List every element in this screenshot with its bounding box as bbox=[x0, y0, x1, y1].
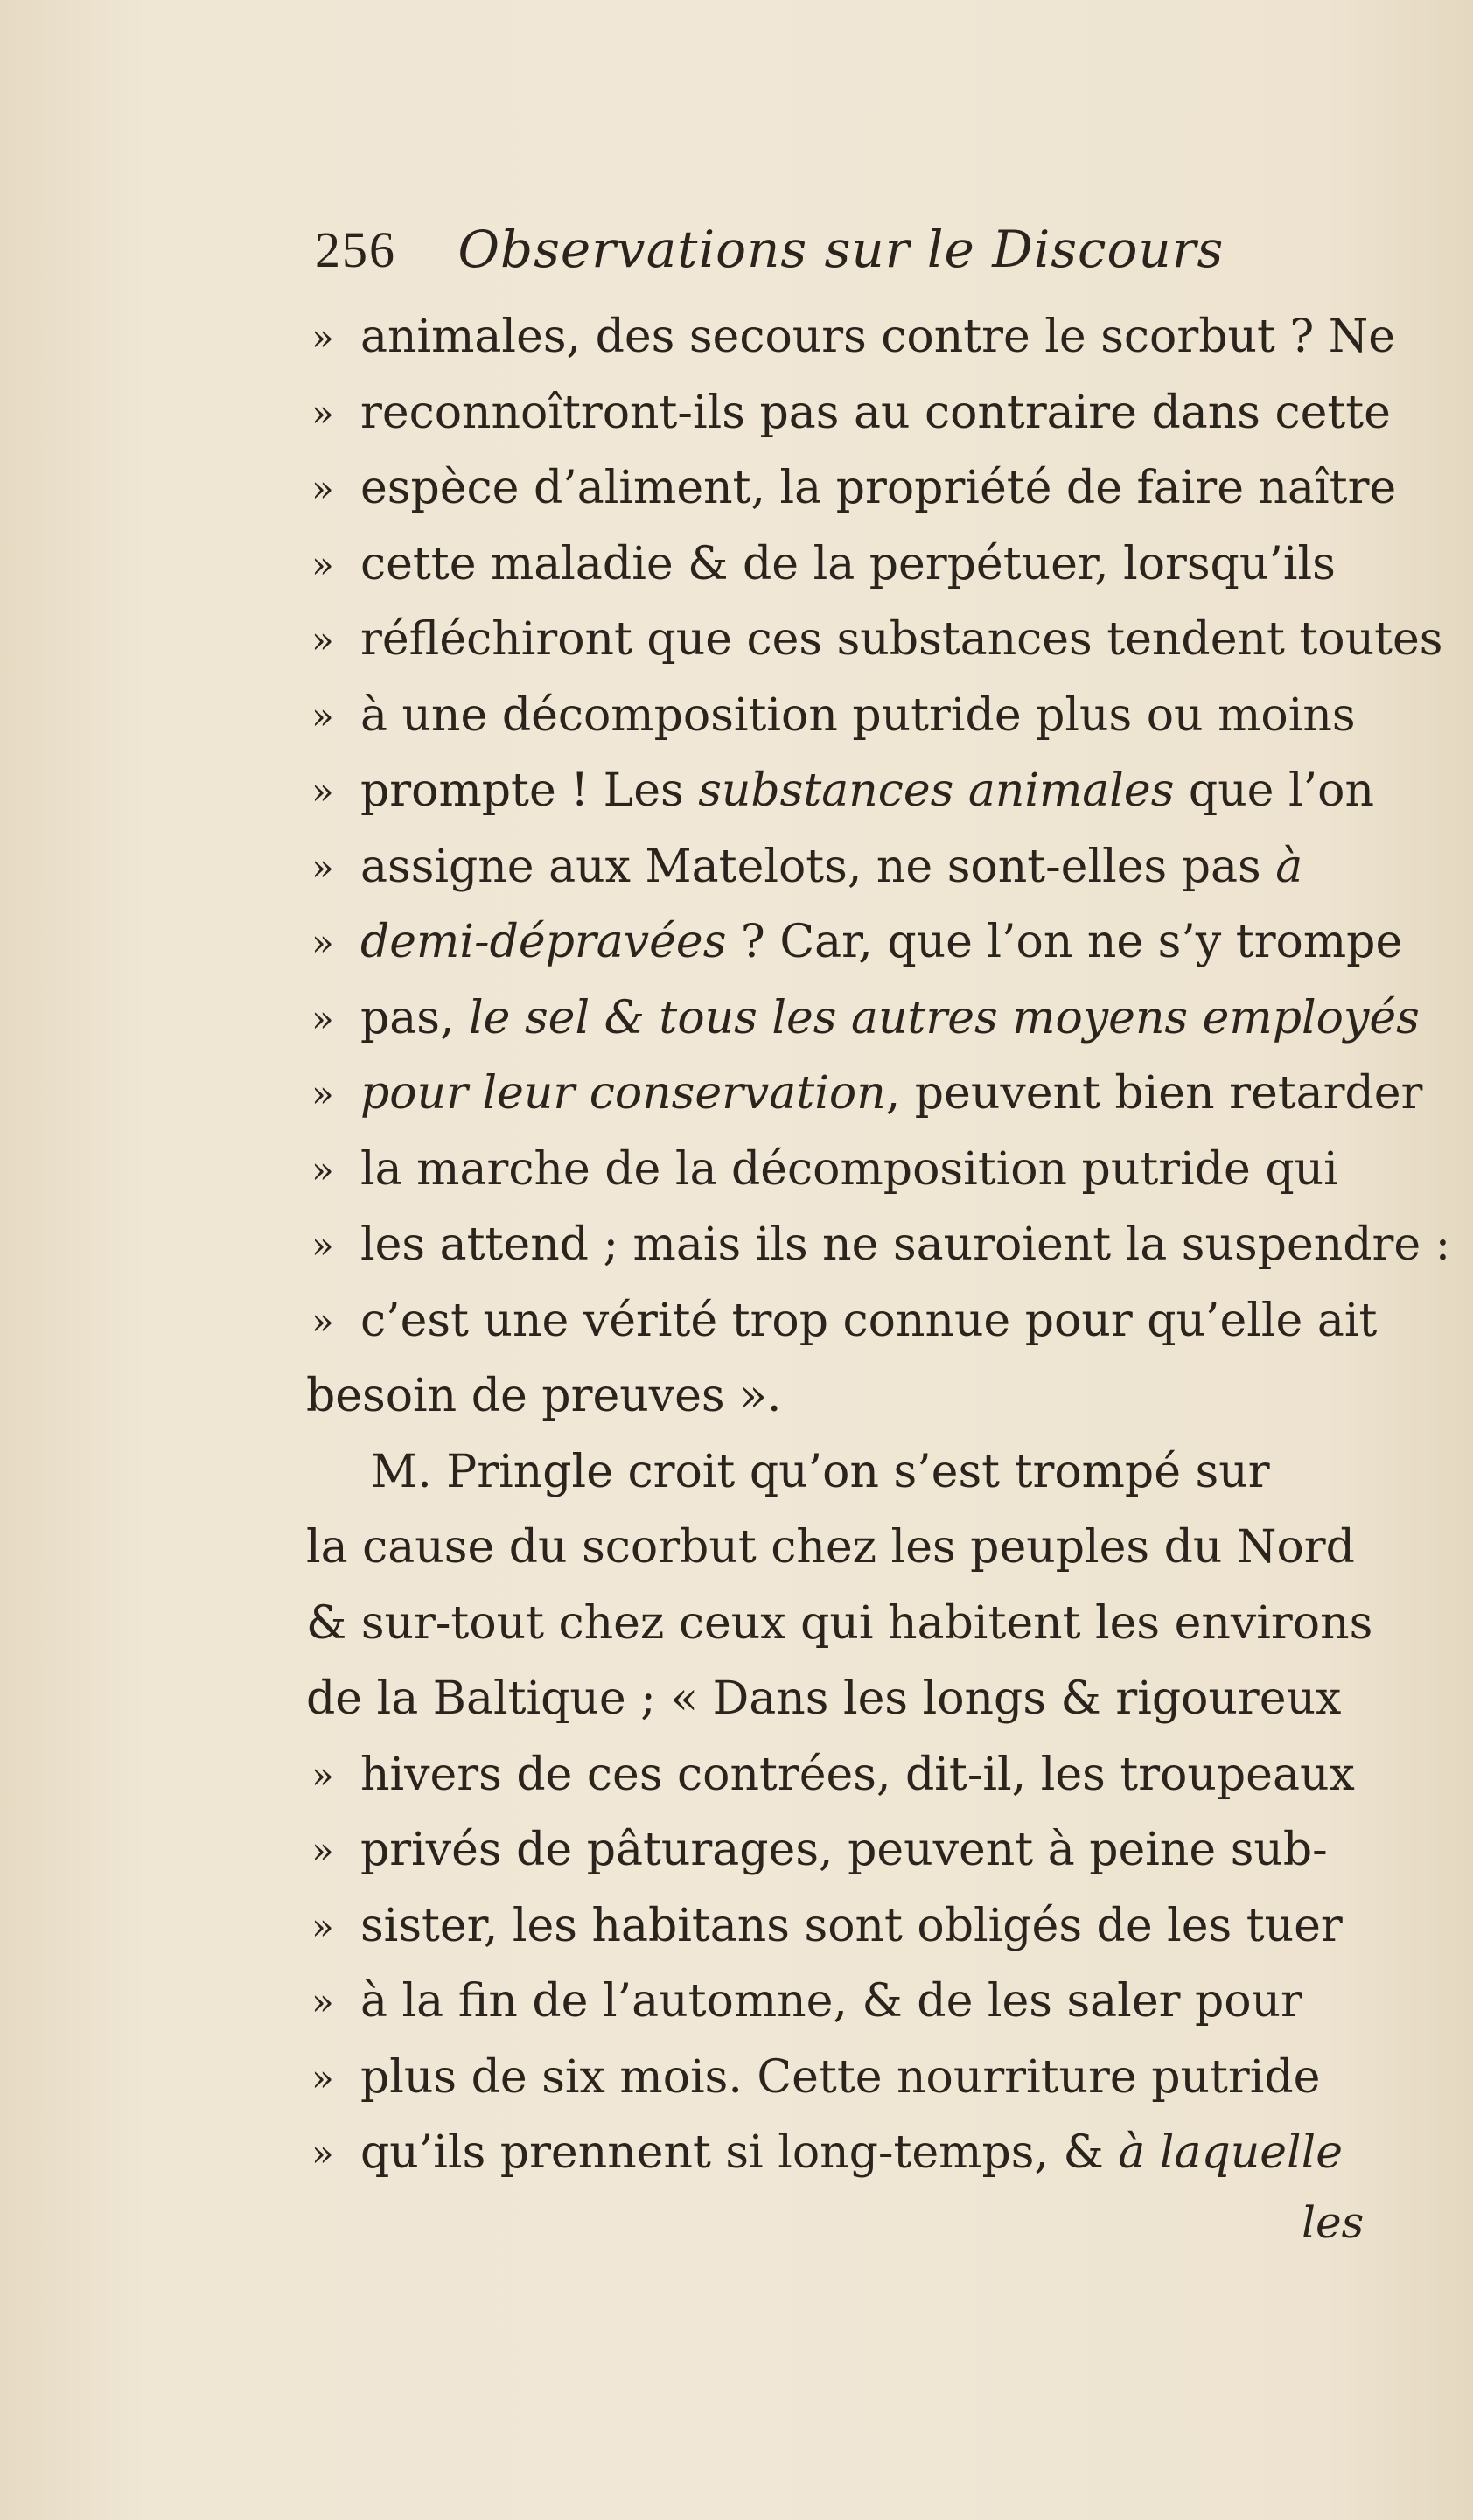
body-text: reconnoîtront-ils pas au contraire dans cette bbox=[360, 386, 1391, 439]
quotation-mark: » bbox=[311, 542, 334, 586]
text-line bbox=[306, 981, 1420, 1057]
italic-text: pour leur conservation bbox=[360, 1067, 886, 1120]
body-text: de la Baltique ; « Dans les longs & rigoureux bbox=[306, 1672, 1342, 1725]
quotation-mark: » bbox=[311, 694, 334, 737]
body-text: la cause du scorbut chez les peuples du Nord bbox=[306, 1521, 1355, 1574]
body-text: privés de pâturages, peuvent à peine sub- bbox=[360, 1824, 1328, 1876]
body-text: M. Pringle croit qu’on s’est trompé sur bbox=[371, 1445, 1270, 1498]
italic-text: demi-dépravées bbox=[360, 916, 727, 968]
text-line bbox=[306, 678, 1365, 754]
quotation-mark: » bbox=[311, 1148, 334, 1191]
quotation-mark: » bbox=[311, 921, 334, 964]
text-line bbox=[306, 2115, 1365, 2191]
text-line bbox=[306, 1586, 1373, 1662]
body-text: hivers de ces contrées, dit-il, les troupeaux bbox=[360, 1748, 1355, 1801]
body-text: plus de six mois. Cette nourriture putride bbox=[360, 2050, 1321, 2104]
running-header bbox=[315, 210, 1365, 289]
text-line bbox=[306, 375, 1391, 451]
body-text: animales, des secours contre le scorbut ? Ne bbox=[360, 311, 1396, 363]
body-text: besoin de preuves ». bbox=[306, 1370, 782, 1422]
text-line bbox=[306, 1888, 1365, 1965]
text-line bbox=[306, 1435, 1365, 1511]
text-line bbox=[306, 753, 1374, 829]
italic-text: substances animales bbox=[698, 764, 1175, 817]
body-text: réfléchiront que ces substances tendent toutes bbox=[360, 613, 1443, 666]
page-number: 256 bbox=[315, 221, 396, 278]
body-text: sister, les habitans sont obligés de les tuer bbox=[360, 1899, 1343, 1952]
text-line bbox=[306, 602, 1443, 678]
quotation-mark: » bbox=[311, 1829, 334, 1872]
body-text: à la fin de l’automne, & de les saler pour bbox=[360, 1975, 1302, 2028]
text-line bbox=[306, 1132, 1365, 1208]
text-line bbox=[306, 450, 1397, 527]
body-text: , peuvent bien retarder bbox=[885, 1067, 1423, 1120]
quotation-mark: » bbox=[311, 845, 334, 889]
quotation-mark: » bbox=[311, 1299, 334, 1343]
italic-text: le sel & tous les autres moyens employés bbox=[469, 991, 1420, 1044]
body-text: ? Car, que l’on ne s’y trompe bbox=[726, 916, 1403, 968]
text-line bbox=[306, 904, 1403, 981]
body-text: pas, bbox=[360, 991, 470, 1044]
text-line bbox=[306, 2040, 1365, 2116]
quotation-mark: » bbox=[311, 996, 334, 1040]
quotation-mark: » bbox=[311, 1224, 334, 1267]
body-text: & sur-tout chez ceux qui habitent les environs bbox=[306, 1596, 1373, 1650]
quotation-mark: » bbox=[311, 2132, 334, 2174]
quotation-mark: » bbox=[311, 1072, 334, 1115]
quotation-mark: » bbox=[311, 1904, 334, 1948]
catchword: les bbox=[1302, 2197, 1365, 2248]
text-line bbox=[306, 1283, 1378, 1359]
quotation-mark: » bbox=[311, 2056, 334, 2099]
text-line bbox=[306, 1510, 1365, 1586]
text-line bbox=[306, 1056, 1423, 1132]
text-line bbox=[306, 1737, 1365, 1813]
text-line bbox=[306, 829, 1365, 905]
body-text: la marche de la décomposition putride qui bbox=[360, 1142, 1338, 1196]
text-line bbox=[306, 527, 1365, 603]
quotation-mark: » bbox=[311, 467, 334, 510]
quotation-mark: » bbox=[311, 1980, 334, 2023]
text-line bbox=[306, 1812, 1365, 1888]
text-line bbox=[306, 299, 1396, 375]
quotation-mark: » bbox=[311, 618, 334, 661]
body-text: prompte ! Les bbox=[360, 764, 699, 817]
running-title: Observations sur le Discours bbox=[457, 220, 1225, 279]
body-text: assigne aux Matelots, ne sont-elles pas bbox=[360, 840, 1276, 893]
body-text: cette maladie & de la perpétuer, lorsqu’ils bbox=[360, 537, 1336, 590]
quotation-mark: » bbox=[311, 391, 334, 435]
quotation-mark: » bbox=[311, 1753, 334, 1797]
body-text: que l’on bbox=[1174, 764, 1374, 817]
text-line bbox=[306, 1661, 1365, 1737]
body-text: espèce d’aliment, la propriété de faire naître bbox=[360, 462, 1397, 514]
text-line bbox=[306, 1207, 1451, 1283]
body-text: qu’ils prennent si long-temps, & bbox=[360, 2126, 1119, 2179]
text-line bbox=[306, 1358, 1365, 1435]
quotation-mark: » bbox=[311, 770, 334, 813]
quotation-mark: » bbox=[311, 316, 334, 359]
italic-text: à laquelle bbox=[1118, 2126, 1344, 2179]
text-line bbox=[306, 1964, 1365, 2040]
body-text: les attend ; mais ils ne sauroient la suspendre : bbox=[360, 1218, 1451, 1271]
page-body-text bbox=[306, 299, 1451, 2191]
body-text: c’est une vérité trop connue pour qu’elle ait bbox=[360, 1294, 1378, 1347]
italic-text: à bbox=[1275, 840, 1303, 893]
body-text: à une décomposition putride plus ou moins bbox=[360, 688, 1356, 742]
